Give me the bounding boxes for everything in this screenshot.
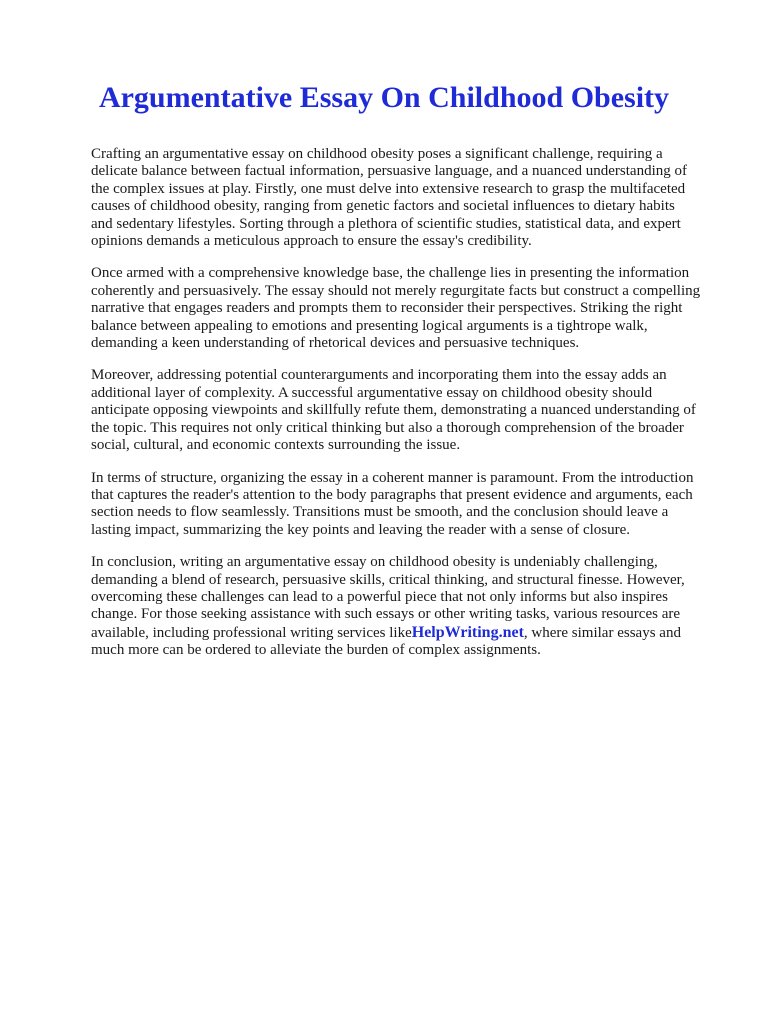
text-line: Once armed with a comprehensive knowledge base, the challenge lies in presenting the information bbox=[91, 265, 690, 282]
text-line: demanding a blend of research, persuasive skills, critical thinking, and structural finesse. However, bbox=[91, 571, 685, 588]
text-line: Crafting an argumentative essay on childhood obesity poses a significant challenge, requiring a bbox=[91, 146, 663, 162]
text-line: lasting impact, summarizing the key points and leaving the reader with a sense of closure. bbox=[91, 521, 631, 538]
text-line: section needs to flow seamlessly. Transitions must be smooth, and the conclusion should leave a bbox=[91, 504, 669, 521]
link-line bbox=[91, 624, 731, 642]
text-line: demanding a keen understanding of rhetorical devices and persuasive techniques. bbox=[91, 335, 580, 352]
text-line: narrative that engages readers and prompts them to reconsider their perspectives. Striking the right bbox=[91, 300, 683, 317]
paragraph-3 bbox=[91, 367, 731, 454]
page-title: Argumentative Essay On Childhood Obesity bbox=[98, 81, 670, 114]
link-line-suffix: , where similar essays and bbox=[523, 624, 681, 641]
text-line: anticipate opposing viewpoints and skillfully refute them, demonstrating a nuanced understanding of bbox=[91, 402, 696, 419]
text-line: delicate balance between factual information, persuasive language, and a nuanced understanding of bbox=[91, 163, 687, 180]
paragraph-1 bbox=[91, 146, 731, 250]
link-line-prefix: available, including professional writing services like bbox=[91, 624, 412, 641]
text-line: coherently and persuasively. The essay should not merely regurgitate facts but construct a compelling bbox=[91, 282, 701, 299]
text-line: the complex issues at play. Firstly, one must delve into extensive research to grasp the multifaceted bbox=[91, 180, 686, 197]
text-line: social, cultural, and economic contexts surrounding the issue. bbox=[91, 437, 461, 454]
paragraph-4 bbox=[91, 470, 731, 540]
essay-body bbox=[91, 146, 731, 675]
text-line: In terms of structure, organizing the essay in a coherent manner is paramount. From the introduction bbox=[91, 469, 694, 486]
helpwriting-link[interactable]: HelpWriting.net bbox=[411, 623, 524, 641]
text-line: balance between appealing to emotions and presenting logical arguments is a tightrope walk, bbox=[91, 317, 648, 334]
text-line: that captures the reader's attention to the body paragraphs that present evidence and arguments, each bbox=[91, 486, 693, 503]
text-line: overcoming these challenges can lead to a powerful piece that not only informs but also inspires bbox=[91, 588, 668, 605]
text-line: and sedentary lifestyles. Sorting through a plethora of scientific studies, statistical data, and expert bbox=[91, 215, 681, 232]
text-line: causes of childhood obesity, ranging from genetic factors and societal influences to dietary habits bbox=[91, 198, 675, 215]
text-line: additional layer of complexity. A successful argumentative essay on childhood obesity should bbox=[91, 384, 653, 401]
text-line: the topic. This requires not only critical thinking but also a thorough comprehension of the broader bbox=[91, 419, 684, 436]
text-line: much more can be ordered to alleviate the burden of complex assignments. bbox=[91, 642, 541, 659]
text-line: change. For those seeking assistance with such essays or other writing tasks, various resources are bbox=[91, 606, 681, 623]
paragraph-conclusion bbox=[91, 554, 731, 659]
text-line: opinions demands a meticulous approach to ensure the essay's credibility. bbox=[91, 233, 532, 250]
text-line: Moreover, addressing potential counterarguments and incorporating them into the essay adds an bbox=[91, 367, 667, 384]
text-line: In conclusion, writing an argumentative essay on childhood obesity is undeniably challenging, bbox=[91, 554, 658, 571]
paragraph-2 bbox=[91, 265, 731, 352]
